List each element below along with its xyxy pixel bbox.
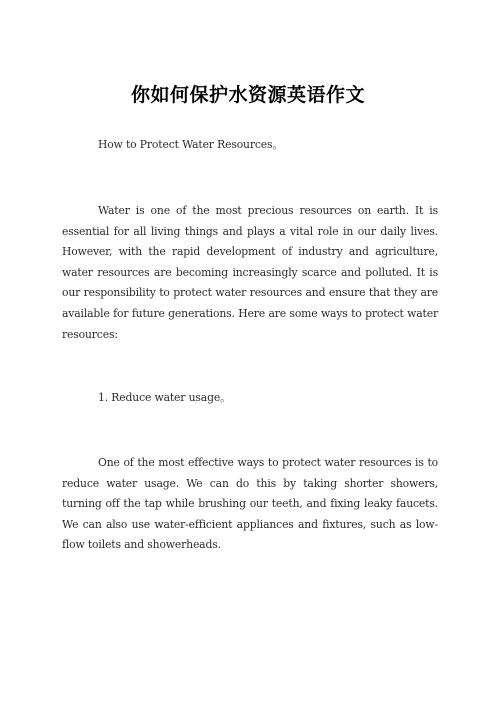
paragraph-reduce-water-usage: One of the most effective ways to protect water resources is to reduce water usage. We can do this by taking shorter showers, turning off the tap while brushing our teeth, and fixing leaky faucets. We can also use water-efficient appliances and fixtures, such as low-flow toilets and showerheads. — [62, 456, 438, 552]
page-title: 你如何保护水资源英语作文 — [130, 84, 365, 106]
essay-subtitle: How to Protect Water Resources。 — [98, 138, 284, 151]
list-heading-reduce-water-usage: 1. Reduce water usage。 — [98, 391, 231, 404]
paragraph-intro: Water is one of the most precious resources on earth. It is essential for all living things and plays a vital role in our daily lives. However, with the rapid development of industry and agriculture, water resources are becoming increasingly scarce and polluted. It is our responsibility to protect water resources and ensure that they are available for future generations. Here are some ways to protect water resources: — [62, 204, 438, 341]
